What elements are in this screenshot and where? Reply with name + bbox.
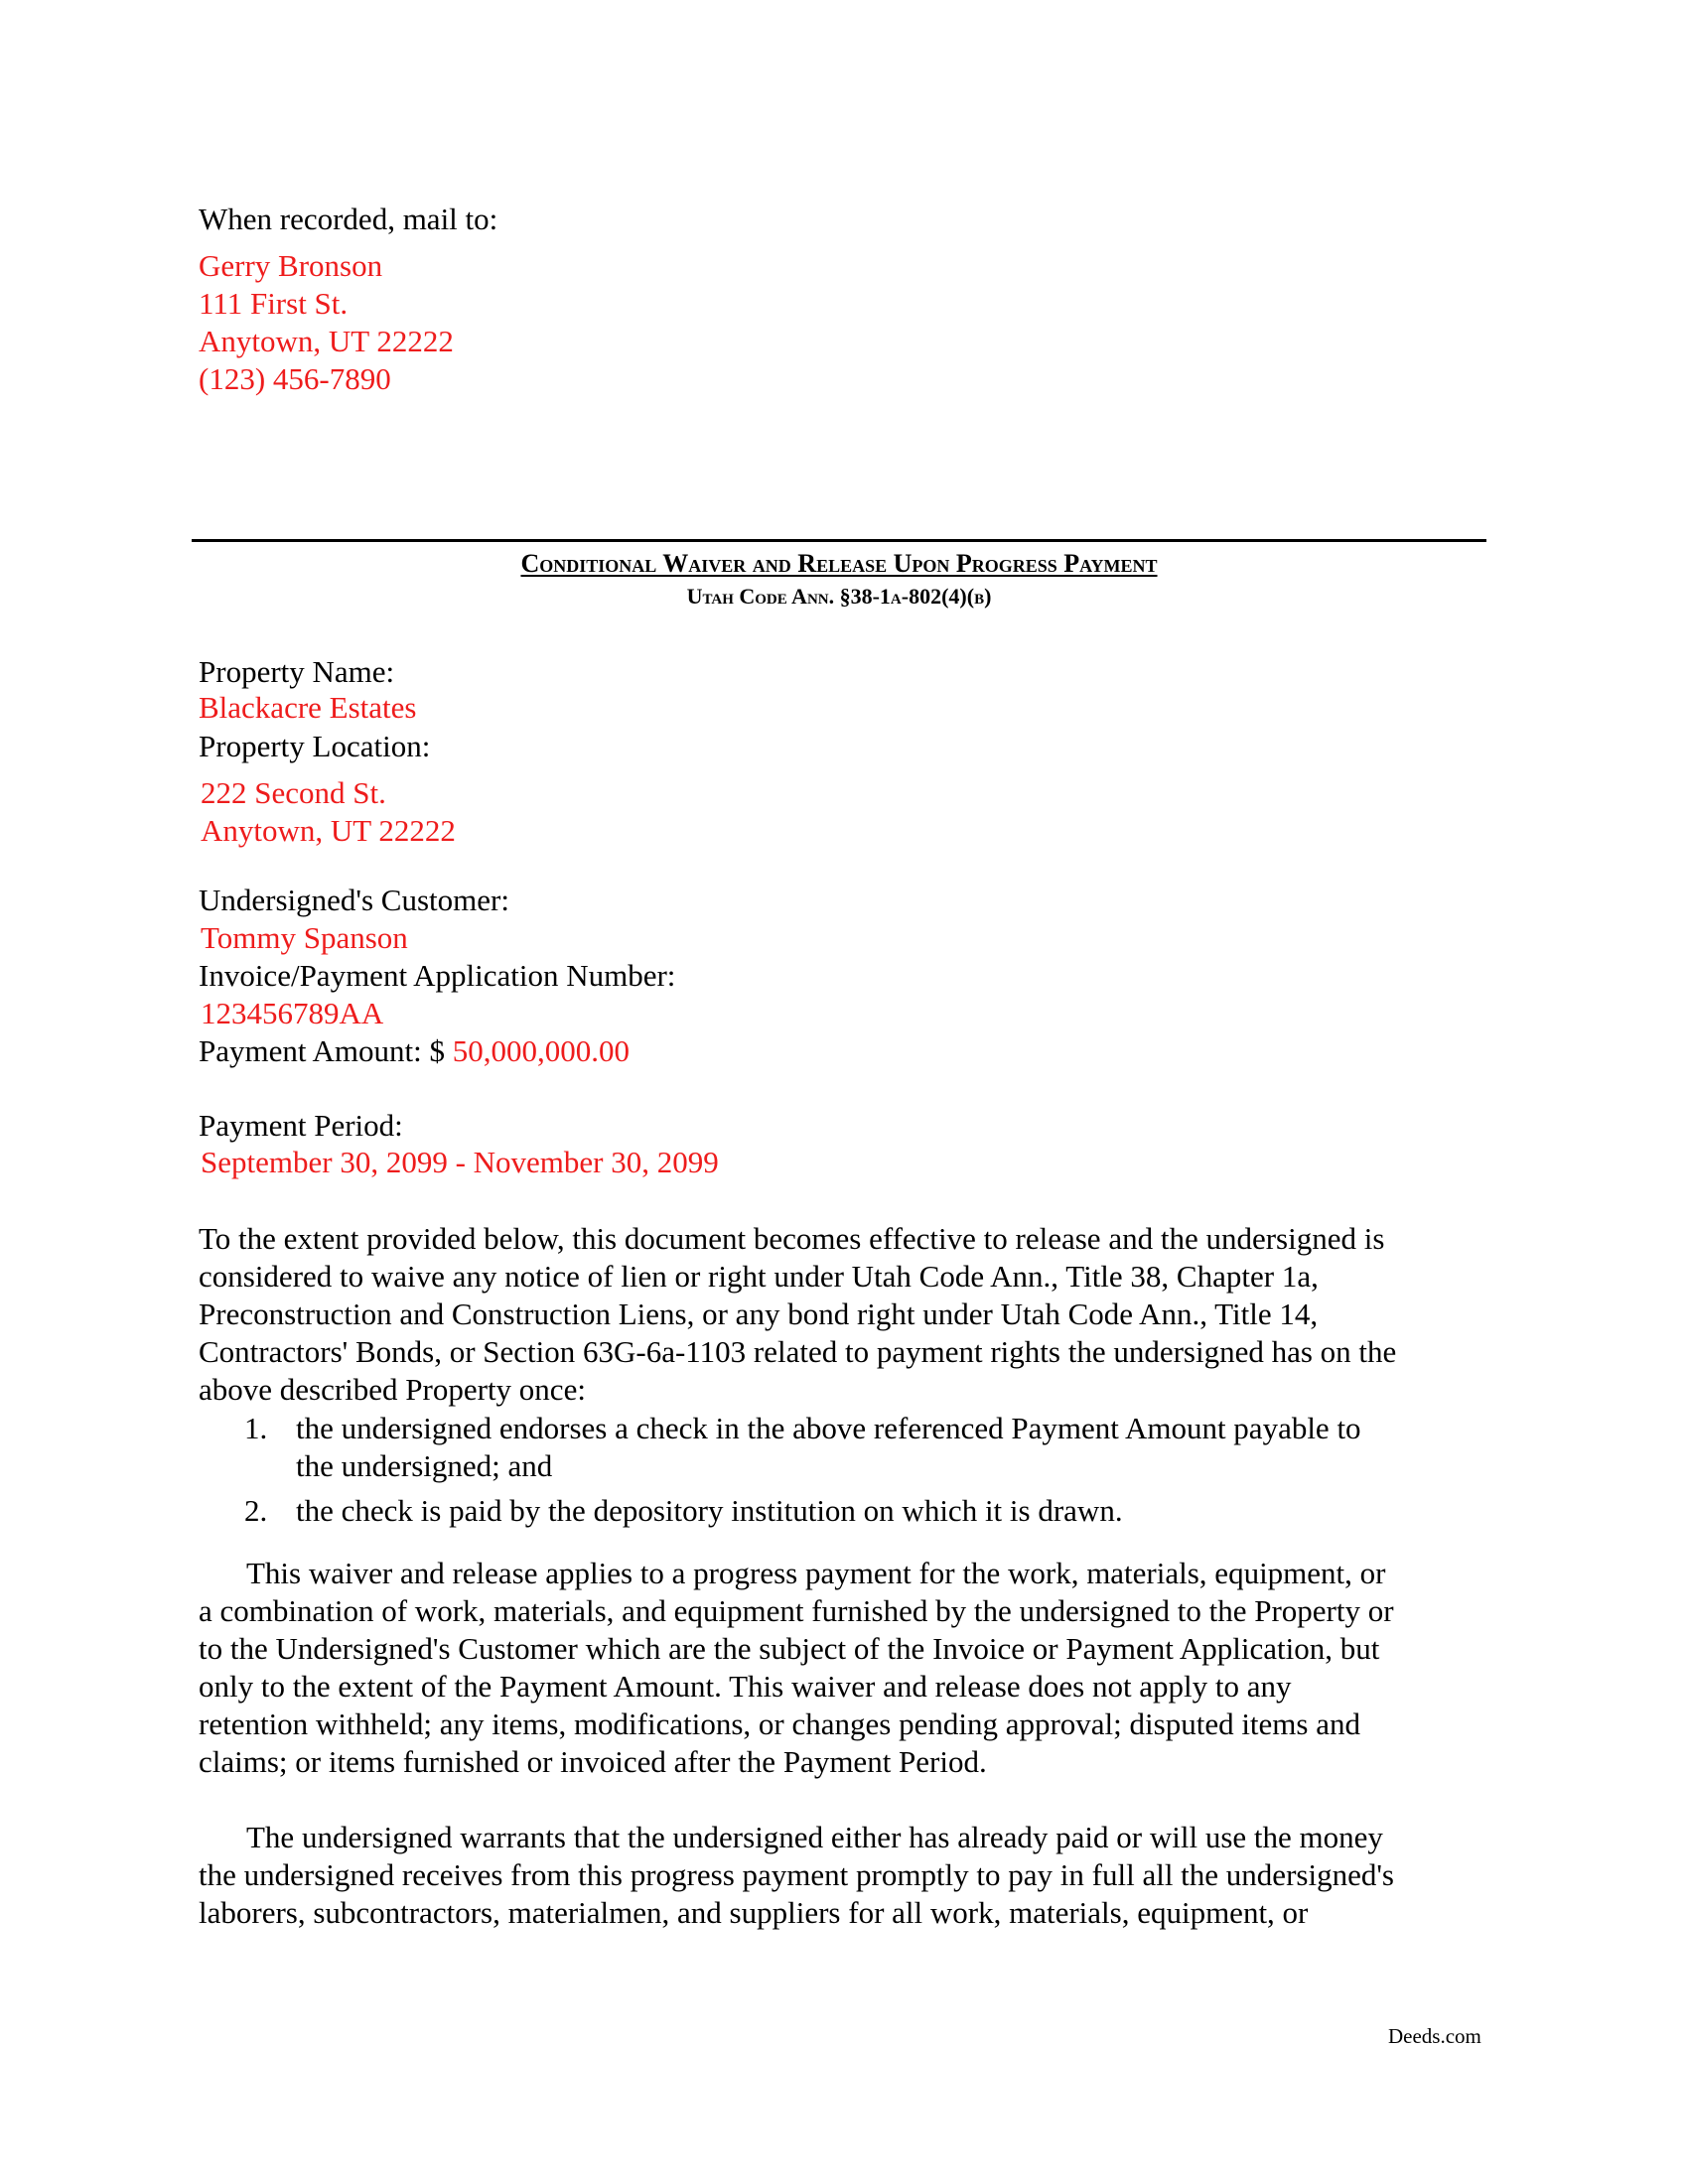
waiver-paragraph bbox=[199, 1555, 1489, 1781]
document-title bbox=[192, 548, 1486, 580]
condition-number: 2. bbox=[244, 1493, 268, 1528]
payment-amount-label: Payment Amount: $ bbox=[199, 1033, 445, 1068]
property-location-value bbox=[201, 774, 456, 850]
property-name-value: Blackacre Estates bbox=[199, 690, 417, 725]
warranty-paragraph bbox=[199, 1819, 1489, 1932]
payment-period-value: September 30, 2099 - November 30, 2099 bbox=[201, 1145, 719, 1179]
mail-to-label: When recorded, mail to: bbox=[199, 202, 498, 236]
footer-brand: Deeds.com bbox=[1388, 2024, 1481, 2048]
waiver-line: claims; or items furnished or invoiced after the Payment Period. bbox=[199, 1744, 987, 1779]
intro-line: Preconstruction and Construction Liens, or any bond right under Utah Code Ann., Title 14, bbox=[199, 1297, 1319, 1331]
mail-to-block bbox=[199, 201, 497, 238]
condition-number: 1. bbox=[244, 1411, 268, 1445]
intro-line: To the extent provided below, this document becomes effective to release and the undersigned is bbox=[199, 1221, 1385, 1256]
statute-reference: Utah Code Ann. §38-1a-802(4)(b) bbox=[686, 584, 992, 609]
condition-item-2 bbox=[244, 1492, 1123, 1530]
waiver-line: only to the extent of the Payment Amount. This waiver and release does not apply to any bbox=[199, 1669, 1292, 1704]
waiver-line: retention withheld; any items, modifications, or changes pending approval; disputed items and bbox=[199, 1706, 1360, 1741]
warranty-line: laborers, subcontractors, materialmen, and suppliers for all work, materials, equipment, or bbox=[199, 1895, 1309, 1930]
property-location-label: Property Location: bbox=[199, 729, 431, 763]
payment-period-label: Payment Period: bbox=[199, 1108, 403, 1143]
recording-divider bbox=[192, 539, 1486, 542]
intro-line: Contractors' Bonds, or Section 63G-6a-1103 related to payment rights the undersigned has on the bbox=[199, 1334, 1397, 1369]
invoice-label: Invoice/Payment Application Number: bbox=[199, 958, 676, 993]
customer-label: Undersigned's Customer: bbox=[199, 883, 509, 917]
condition-text: the undersigned endorses a check in the above referenced Payment Amount payable to bbox=[296, 1411, 1361, 1445]
intro-line: above described Property once: bbox=[199, 1372, 586, 1407]
warranty-line: The undersigned warrants that the undersigned either has already paid or will use the money bbox=[246, 1820, 1383, 1854]
property-location-line2: Anytown, UT 22222 bbox=[201, 813, 456, 848]
condition-text: the check is paid by the depository institution on which it is drawn. bbox=[296, 1493, 1123, 1528]
invoice-value: 123456789AA bbox=[201, 996, 384, 1030]
payment-amount-value: 50,000,000.00 bbox=[452, 1033, 630, 1068]
customer-value: Tommy Spanson bbox=[201, 920, 408, 955]
mail-to-street: 111 First St. bbox=[199, 286, 349, 321]
mail-to-city: Anytown, UT 22222 bbox=[199, 324, 454, 358]
waiver-line: This waiver and release applies to a progress payment for the work, materials, equipment, or bbox=[246, 1556, 1386, 1590]
mail-to-phone: (123) 456-7890 bbox=[199, 361, 391, 396]
waiver-line: to the Undersigned's Customer which are the subject of the Invoice or Payment Application, but bbox=[199, 1631, 1380, 1666]
intro-paragraph bbox=[199, 1220, 1489, 1409]
condition-item-1 bbox=[244, 1410, 1361, 1485]
document-title-text: Conditional Waiver and Release Upon Progress Payment bbox=[520, 549, 1158, 578]
property-location-line1: 222 Second St. bbox=[201, 775, 386, 810]
warranty-line: the undersigned receives from this progress payment promptly to pay in full all the undersigned's bbox=[199, 1857, 1394, 1892]
mail-to-name: Gerry Bronson bbox=[199, 248, 383, 283]
mail-to-address bbox=[199, 247, 454, 398]
condition-text-continued: the undersigned; and bbox=[296, 1448, 553, 1483]
intro-line: considered to waive any notice of lien or right under Utah Code Ann., Title 38, Chapter 1a, bbox=[199, 1259, 1319, 1294]
property-name-label: Property Name: bbox=[199, 654, 395, 689]
waiver-line: a combination of work, materials, and equipment furnished by the undersigned to the Property or bbox=[199, 1593, 1394, 1628]
payment-amount-row bbox=[199, 1032, 630, 1070]
